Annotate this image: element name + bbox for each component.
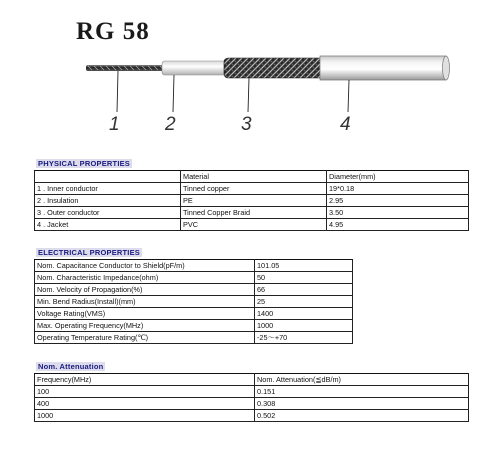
table-row: [35, 272, 353, 284]
table-cell: Tinned copper: [181, 183, 327, 195]
table-cell: Operating Temperature Rating(℃): [35, 332, 255, 344]
table-row: [35, 284, 353, 296]
callout-number-4: 4: [340, 114, 351, 135]
physical-properties-title: PHYSICAL PROPERTIES: [38, 159, 131, 168]
table-cell: 4.95: [327, 219, 469, 231]
table-cell: 25: [255, 296, 353, 308]
inner-conductor: [86, 65, 166, 71]
attenuation-table: [34, 373, 469, 422]
table-cell: -25～+70: [255, 332, 353, 344]
table-cell: 4 . Jacket: [35, 219, 181, 231]
table-cell: PVC: [181, 219, 327, 231]
callout-number-3: 3: [241, 114, 252, 135]
table-row: [35, 296, 353, 308]
table-cell: 2 . Insulation: [35, 195, 181, 207]
table-cell: 400: [35, 398, 255, 410]
cable-title: RG 58: [76, 18, 150, 45]
table-cell: 2.95: [327, 195, 469, 207]
table-header-cell: Nom. Attenuation(≦dB/m): [255, 374, 469, 386]
callout-number-1: 1: [109, 114, 120, 135]
table-row: [35, 183, 469, 195]
table-cell: 3 . Outer conductor: [35, 207, 181, 219]
table-header-cell: Diameter(mm): [327, 171, 469, 183]
table-row: [35, 410, 469, 422]
table-cell: 3.50: [327, 207, 469, 219]
table-row: [35, 219, 469, 231]
table-cell: 1000: [35, 410, 255, 422]
table-row: [35, 308, 353, 320]
table-cell: Min. Bend Radius(Install)(mm): [35, 296, 255, 308]
table-cell: Nom. Velocity of Propagation(%): [35, 284, 255, 296]
table-row: [35, 320, 353, 332]
table-cell: 0.308: [255, 398, 469, 410]
table-cell: 1400: [255, 308, 353, 320]
table-header-cell: [35, 171, 181, 183]
table-row: [35, 207, 469, 219]
table-row: [35, 260, 353, 272]
table-header-cell: Frequency(MHz): [35, 374, 255, 386]
table-cell: 1 . Inner conductor: [35, 183, 181, 195]
table-header-row: [35, 374, 469, 386]
table-row: [35, 386, 469, 398]
insulation: [162, 61, 230, 75]
table-header-row: [35, 171, 469, 183]
table-cell: Nom. Characteristic Impedance(ohm): [35, 272, 255, 284]
table-cell: 19*0.18: [327, 183, 469, 195]
table-row: [35, 195, 469, 207]
callout-number-2: 2: [165, 114, 176, 135]
table-cell: Nom. Capacitance Conductor to Shield(pF/m): [35, 260, 255, 272]
electrical-properties-title: ELECTRICAL PROPERTIES: [38, 248, 140, 257]
table-cell: 50: [255, 272, 353, 284]
table-cell: 1000: [255, 320, 353, 332]
table-cell: 66: [255, 284, 353, 296]
table-cell: 101.05: [255, 260, 353, 272]
electrical-properties-table: [34, 259, 353, 344]
table-cell: 0.151: [255, 386, 469, 398]
jacket: [320, 56, 449, 80]
table-cell: Voltage Rating(VMS): [35, 308, 255, 320]
table-cell: 0.502: [255, 410, 469, 422]
physical-properties-table: [34, 170, 469, 231]
table-cell: Tinned Copper Braid: [181, 207, 327, 219]
table-cell: 100: [35, 386, 255, 398]
table-cell: Max. Operating Frequency(MHz): [35, 320, 255, 332]
attenuation-title: Nom. Attenuation: [38, 362, 104, 371]
table-row: [35, 332, 353, 344]
table-row: [35, 398, 469, 410]
table-header-cell: Material: [181, 171, 327, 183]
outer-conductor-braid: [224, 58, 324, 78]
table-cell: PE: [181, 195, 327, 207]
